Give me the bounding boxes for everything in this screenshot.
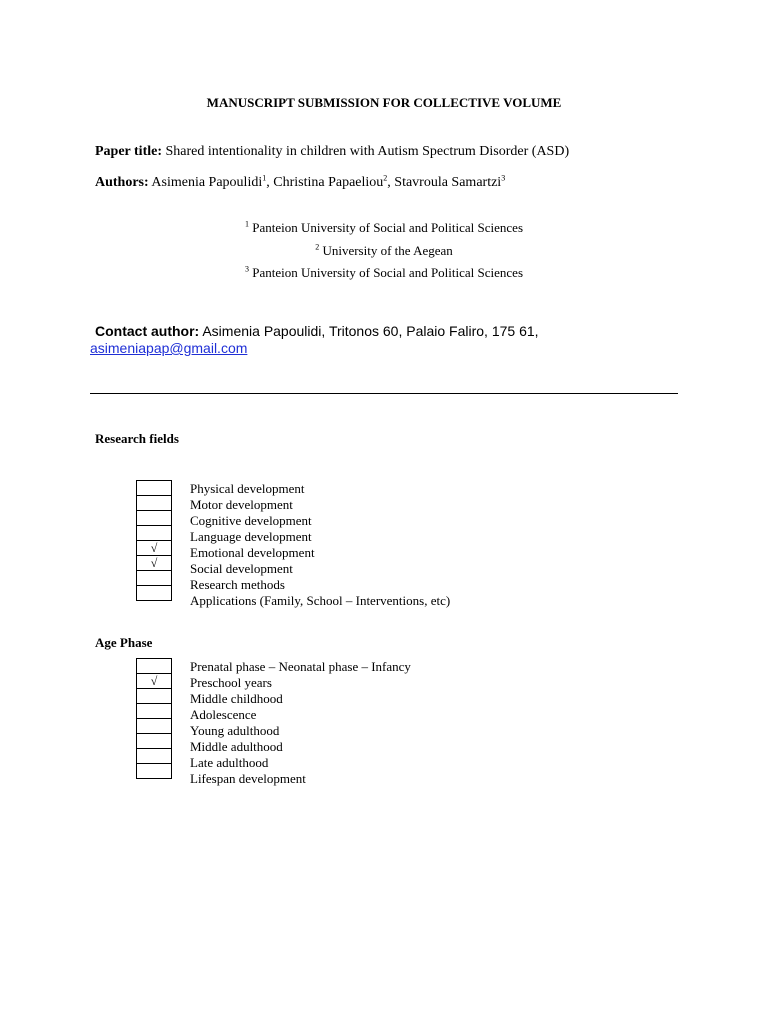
age-phase-checkbox[interactable]: √ bbox=[137, 674, 172, 689]
age-phase-label: Middle adulthood bbox=[190, 739, 283, 754]
research-field-checkbox[interactable] bbox=[137, 481, 172, 496]
contact-email-link[interactable]: asimeniapap@gmail.com bbox=[90, 340, 248, 356]
section-divider bbox=[90, 393, 678, 394]
document-title: MANUSCRIPT SUBMISSION FOR COLLECTIVE VOLUME bbox=[206, 95, 562, 110]
age-phase-label: Middle childhood bbox=[190, 691, 283, 706]
age-phase-label: Adolescence bbox=[190, 707, 257, 722]
author-name: Christina Papaeliou bbox=[273, 175, 384, 190]
affiliation-marker: 1 bbox=[244, 219, 249, 229]
contact-email-line bbox=[90, 340, 247, 356]
contact-author-line bbox=[95, 323, 539, 339]
research-fields-list bbox=[190, 481, 450, 609]
research-field-label: Cognitive development bbox=[190, 513, 312, 528]
age-phase-checkbox[interactable] bbox=[137, 659, 172, 674]
age-phase-label: Young adulthood bbox=[190, 723, 280, 738]
author-affiliation-marker: 3 bbox=[501, 173, 506, 183]
paper-title-line bbox=[95, 144, 569, 160]
research-field-label: Research methods bbox=[190, 577, 285, 592]
contact-author-label: Contact author: bbox=[95, 323, 200, 339]
research-field-checkbox[interactable] bbox=[137, 496, 172, 511]
research-field-checkbox[interactable] bbox=[137, 586, 172, 601]
research-field-label: Language development bbox=[190, 529, 312, 544]
author-separator: , bbox=[266, 175, 274, 190]
author-affiliation-marker: 2 bbox=[383, 173, 388, 183]
paper-title-label: Paper title: bbox=[95, 144, 162, 159]
affiliation-marker: 3 bbox=[244, 264, 249, 274]
age-phase-checkbox[interactable] bbox=[137, 734, 172, 749]
paper-title-value: Shared intentionality in children with Autism Spectrum Disorder (ASD) bbox=[165, 144, 570, 159]
age-phase-label: Lifespan development bbox=[190, 771, 306, 786]
age-phase-checkbox[interactable] bbox=[137, 704, 172, 719]
contact-address: Asimenia Papoulidi, Tritonos 60, Palaio Faliro, 175 61, bbox=[202, 323, 539, 339]
research-field-checkbox[interactable]: √ bbox=[137, 541, 172, 556]
affiliation bbox=[0, 243, 768, 259]
affiliation-text: Panteion University of Social and Political Sciences bbox=[252, 265, 524, 280]
affiliation-marker: 2 bbox=[315, 242, 320, 252]
age-phase-label: Prenatal phase – Neonatal phase – Infancy bbox=[190, 659, 411, 674]
age-phase-checkbox-column bbox=[136, 658, 172, 779]
age-phase-checkbox[interactable] bbox=[137, 764, 172, 779]
age-phase-list bbox=[190, 659, 411, 787]
research-fields-heading: Research fields bbox=[95, 431, 179, 446]
author-name: Stavroula Samartzi bbox=[394, 175, 502, 190]
authors-label: Authors: bbox=[95, 175, 149, 190]
author-separator: , bbox=[387, 175, 395, 190]
author-affiliation-marker: 1 bbox=[262, 173, 267, 183]
age-phase-checkbox[interactable] bbox=[137, 719, 172, 734]
research-field-label: Social development bbox=[190, 561, 293, 576]
age-phase-heading: Age Phase bbox=[95, 635, 153, 650]
research-field-label: Physical development bbox=[190, 481, 305, 496]
research-field-checkbox[interactable] bbox=[137, 526, 172, 541]
authors-line bbox=[95, 175, 505, 191]
affiliation bbox=[0, 220, 768, 236]
research-field-label: Motor development bbox=[190, 497, 293, 512]
research-field-checkbox[interactable] bbox=[137, 571, 172, 586]
author-name: Asimenia Papoulidi bbox=[151, 175, 263, 190]
affiliation-text: University of the Aegean bbox=[322, 243, 453, 258]
age-phase-checkbox[interactable] bbox=[137, 689, 172, 704]
affiliation-text: Panteion University of Social and Political Sciences bbox=[252, 220, 524, 235]
age-phase-label: Preschool years bbox=[190, 675, 272, 690]
research-field-label: Applications (Family, School – Interventions, etc) bbox=[190, 593, 451, 608]
age-phase-checkbox[interactable] bbox=[137, 749, 172, 764]
affiliation bbox=[0, 265, 768, 281]
research-field-checkbox[interactable] bbox=[137, 511, 172, 526]
age-phase-label: Late adulthood bbox=[190, 755, 269, 770]
research-field-label: Emotional development bbox=[190, 545, 315, 560]
research-fields-checkbox-column bbox=[136, 480, 172, 601]
research-field-checkbox[interactable]: √ bbox=[137, 556, 172, 571]
